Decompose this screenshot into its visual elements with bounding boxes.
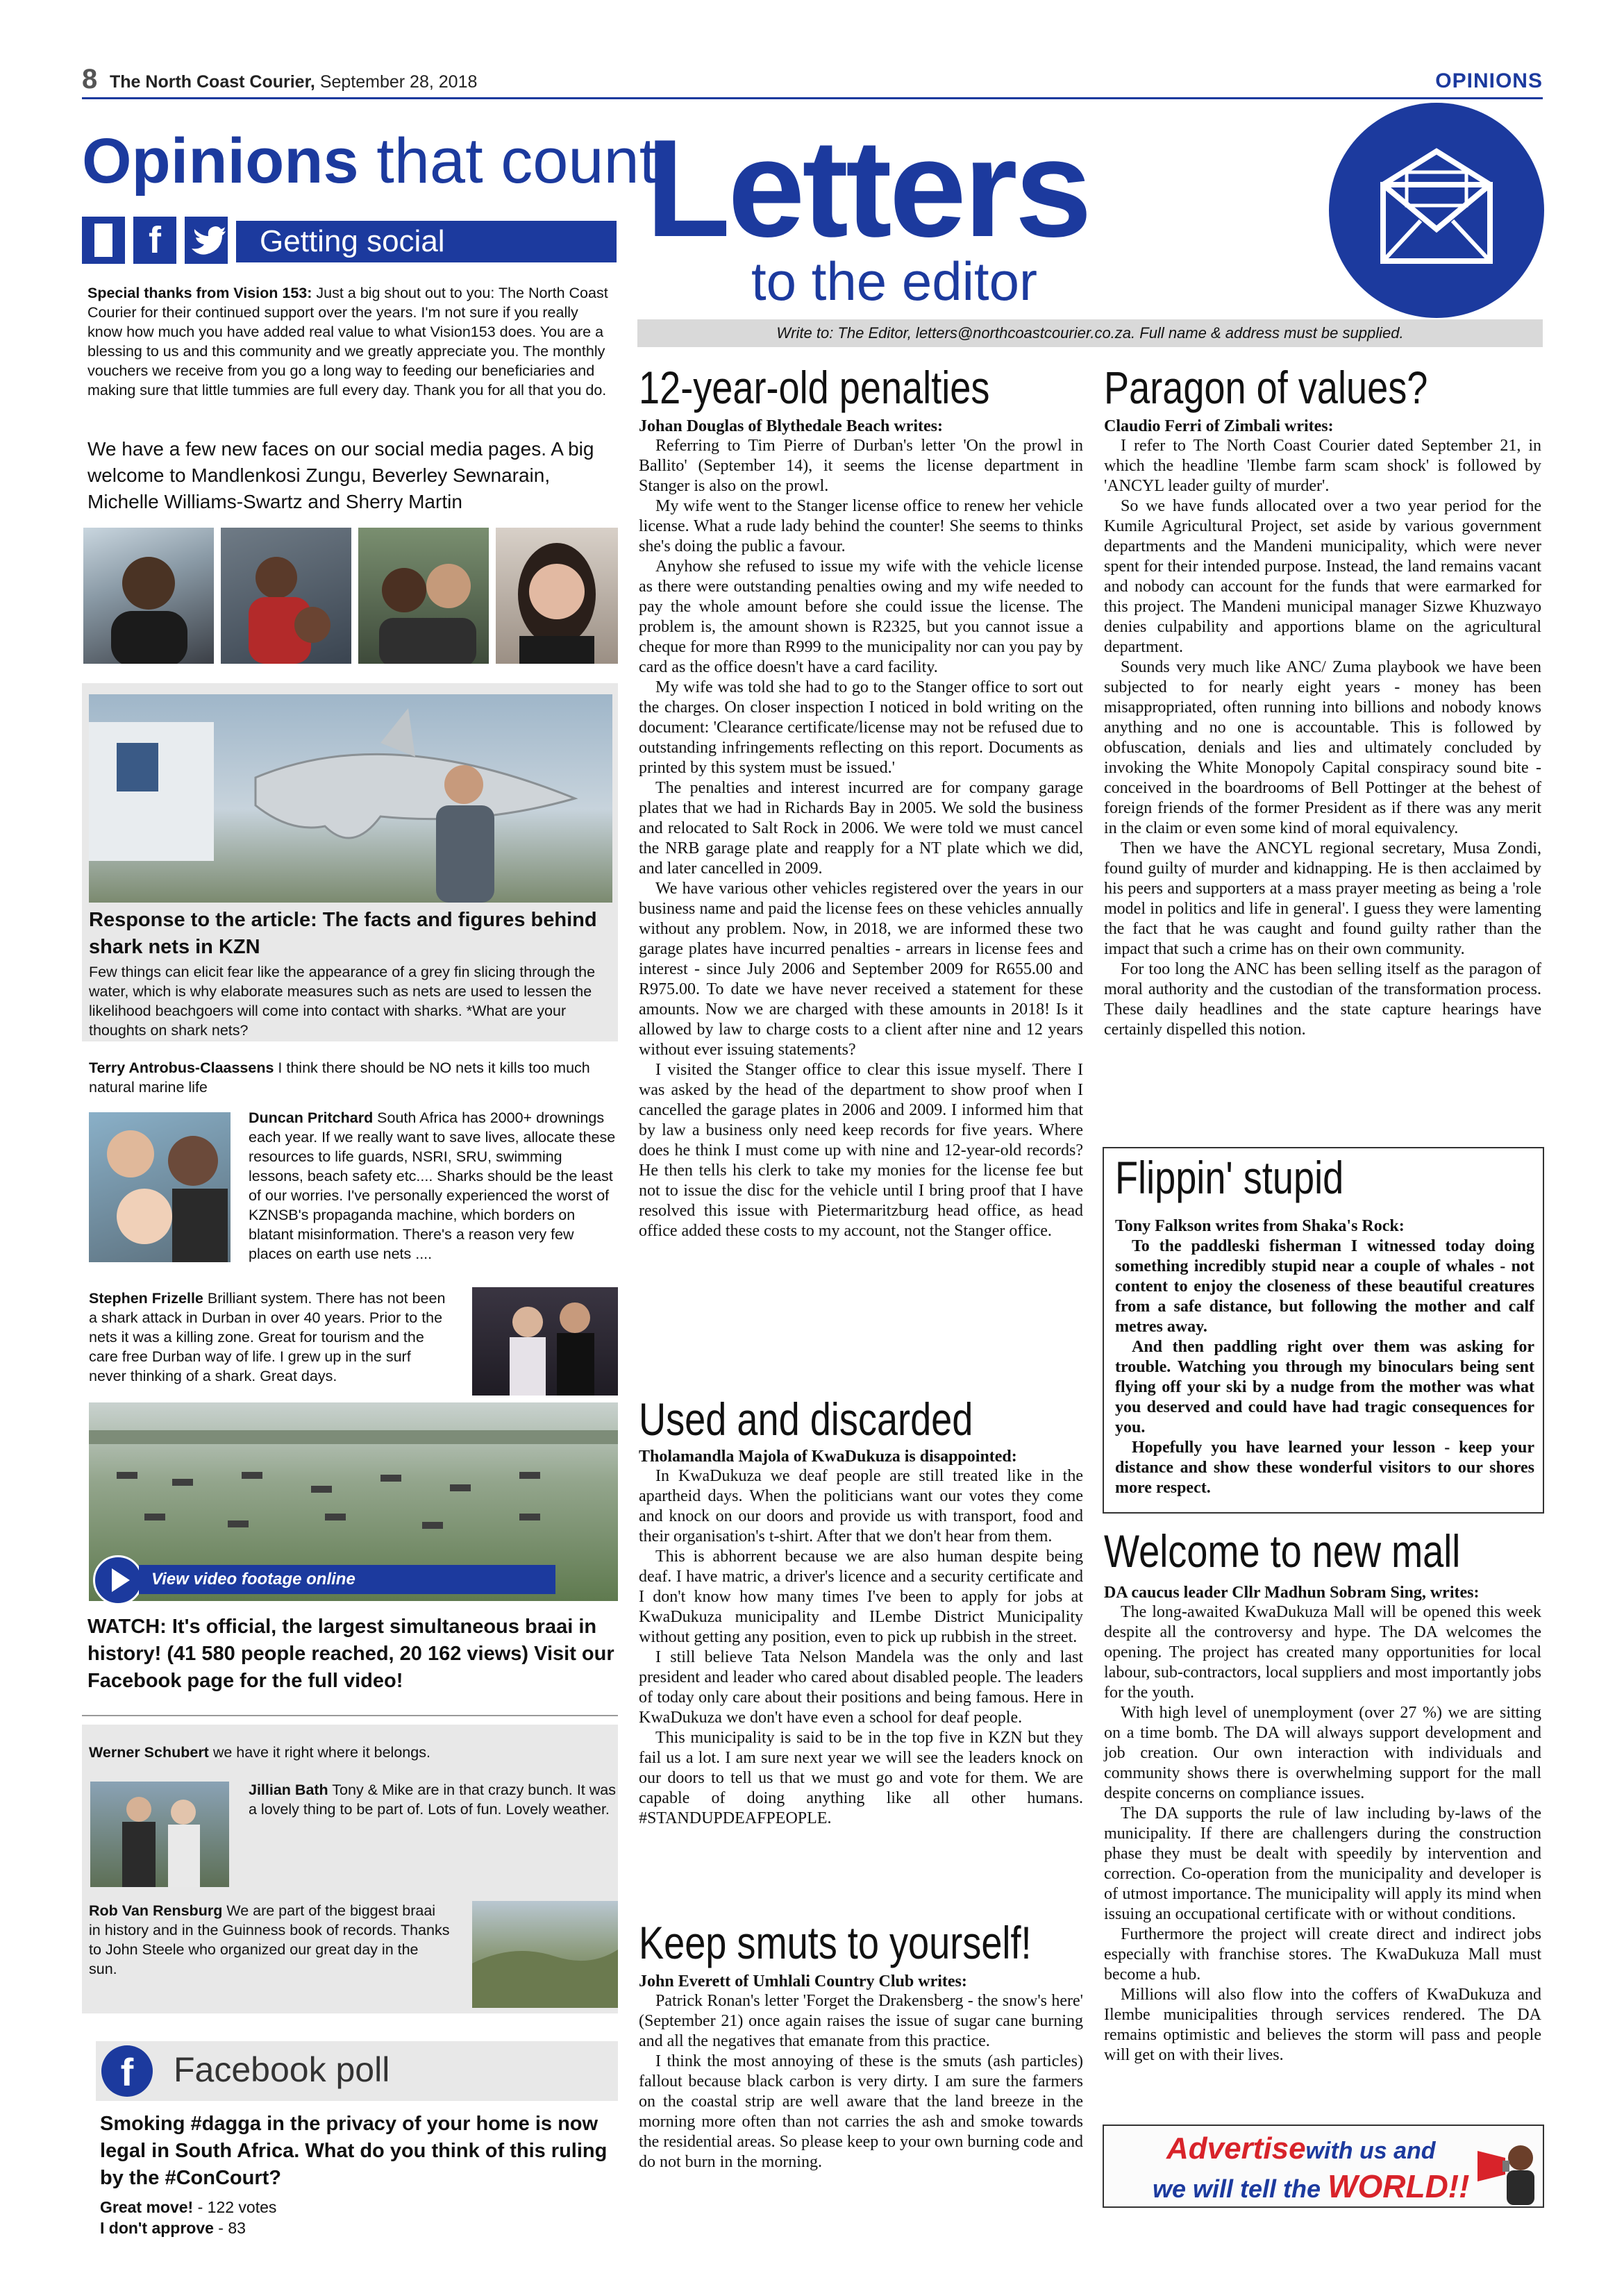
- commenter-jillian: Jillian Bath: [249, 1782, 328, 1798]
- paragraph: Referring to Tim Pierre of Durban's letter 'On the prowl in Ballito' (September 14), it seems the license department in Stanger is also on the prowl.: [639, 437, 1083, 495]
- paragraph: Anyhow she refused to issue my wife with the vehicle license as there were outstanding penalties owing and my wife needed to pay the whole amount before she could issue the license. The problem is, the amount shown is R2325, but you cannot issue a cheque for more than R999 to the municipality nor can you pay by card as the office doesn't have a card facility.: [639, 558, 1083, 676]
- headline-12-year-old-penalties: 12-year-old penalties: [639, 362, 990, 413]
- advertise-banner[interactable]: [1103, 2125, 1544, 2208]
- getting-social-bar: [82, 217, 617, 264]
- comment-rob-text: We are part of the biggest braai in history and in the Guinness book of records. Thanks to John Steele who organized our great day in the sun.: [89, 1902, 450, 1977]
- paragraph: I visited the Stanger office to clear this issue myself. There I was asked by the head of the department to show proof when I cancelled the garage plates in 2006 and 2009. I informed him that by law a business only need keep records for five years. Where does he think I must come up with nine and 12-year-old records? He then tells his clerk to take my monies for the license fee but not to issue the disc for the vehicle until I bring proof that I have resolved this issue with Pietermaritzburg head office, as head office added these costs to my account, not the Stanger office.: [639, 1061, 1083, 1240]
- header-rule: [82, 97, 1543, 99]
- comment-rob: [89, 1901, 450, 1979]
- paragraph: And then paddling right over them was asking for trouble. Watching you through my binoculars being sent flying off your ski by a nudge from the mother was what you deserved and could have had tragic consequences for you.: [1115, 1338, 1534, 1436]
- getting-social-label: Getting social: [236, 221, 617, 262]
- comment-werner: [89, 1743, 617, 1762]
- comment-duncan-text: South Africa has 2000+ drownings each year. If we really want to save lives, allocate these resources to life guards, NSRI, SRU, swimming lessons, beach safety etc.... Sharks should be the least of our worries. I've personally experienced the worst of KZNSB's propaganda machine, which borders on blatant misinformation. There's a reason very few places on earth use nets ....: [249, 1109, 616, 1262]
- poll-option-1: [100, 2197, 276, 2218]
- poll-question: Smoking #dagga in the privacy of your home is now legal in South Africa. What do you think of this ruling by the #ConCourt?: [100, 2113, 608, 2189]
- facebook-icon: f: [133, 217, 176, 264]
- thanks-lead: Special thanks from Vision 153:: [87, 285, 312, 301]
- vision153-thanks: [87, 283, 617, 400]
- poll-option-1-votes: - 122 votes: [193, 2198, 277, 2216]
- paragraph: Millions will also flow into the coffers of KwaDukuza and Ilembe municipalities through services rendered. The DA remains optimistic and believes the storm will pass and people will get on with their lives.: [1104, 1986, 1541, 2064]
- new-faces-text: We have a few new faces on our social media pages. A big welcome to Mandlenkosi Zungu, Beverley Sewnarain, Michelle Williams-Swartz and Sherry Martin: [87, 438, 594, 512]
- new-face-photo-2: [221, 528, 351, 664]
- twitter-icon: [185, 217, 228, 264]
- article-flippin-stupid: [1115, 1237, 1534, 1498]
- new-face-photo-1: [83, 528, 214, 664]
- ad-line-2: [1153, 2168, 1469, 2205]
- facebook-poll-title: Facebook poll: [174, 2050, 390, 2089]
- paragraph: This municipality is said to be in the top five in KZN but they fail us a lot. I am sure next year we will see the leaders knock on our doors to tell us that we must go and vote for them. We are capable of doing anything like all other humans. #STANDUPDEAFPEOPLE.: [639, 1729, 1083, 1827]
- headline-paragon-of-values: Paragon of values?: [1104, 362, 1428, 413]
- commenter-stephen: Stephen Frizelle: [89, 1290, 203, 1307]
- new-face-photo-4: [496, 528, 618, 664]
- headline-flippin-stupid: Flippin' stupid: [1115, 1152, 1344, 1203]
- paper-dateline: [110, 72, 477, 92]
- shark-text: Few things can elicit fear like the appearance of a grey fin slicing through the water, which is why elaborate measures such as nets are used to lessen the likelihood beachgoers will come into contact with sharks. *What are your thoughts on shark nets?: [89, 964, 596, 1039]
- poll-option-2-label: I don't approve: [100, 2219, 214, 2237]
- paragraph: Furthermore the project will create direct and indirect jobs especially with franchise stores. The KwaDukuza Mall must become a hub.: [1104, 1925, 1541, 1984]
- paragraph: The long-awaited KwaDukuza Mall will be opened this week despite all the controversy and hype. The DA welcomes the opening. The project has created many opportunities for local labour, sub-contractors, local suppliers and most importantly jobs for the youth.: [1104, 1603, 1541, 1702]
- article-paragon-of-values: [1104, 436, 1541, 1040]
- article-12-year-old-penalties: [639, 436, 1083, 1241]
- paragraph: Then we have the ANCYL regional secretary, Musa Zondi, found guilty of murder and kidnapping. He is then acclaimed by his peers and supporters at a mass prayer meeting as being a 'role model in politics and life in general'. I guess they were lamenting the fact that he was caught and found guilty rather than the impact that such a crime has on their own community.: [1104, 839, 1541, 958]
- byline-john-everett: John Everett of Umhlali Country Club writes:: [639, 1972, 967, 1991]
- paper-name: The North Coast Courier,: [110, 72, 315, 92]
- paragraph: For too long the ANC has been selling itself as the paragon of moral authority and the custodian of the transformation process. These daily headlines and the state capture hearings have certainly dispelled this notion.: [1104, 960, 1541, 1039]
- duncan-photo: [89, 1112, 231, 1262]
- shark-heading: Response to the article: The facts and figures behind shark nets in KZN: [89, 909, 597, 958]
- headline-keep-smuts: Keep smuts to yourself!: [639, 1917, 1032, 1968]
- paragraph: I refer to The North Coast Courier dated September 21, in which the headline 'Ilembe farm scam shock' is followed by 'ANCYL leader guilty of murder'.: [1104, 437, 1541, 495]
- paragraph: My wife went to the Stanger license office to renew her vehicle license. What a rude lady behind the counter! She seems to thinks she's doing the public a favour.: [639, 497, 1083, 555]
- comment-stephen-text: Brilliant system. There has not been a shark attack in Durban in over 40 years. Prior to the nets it was a killing zone. Great for tourism and the care free Durban way of life. I grew up in the surf never thinking of a shark. Great days.: [89, 1290, 446, 1384]
- poll-option-1-label: Great move!: [100, 2198, 194, 2216]
- page-number: 8: [82, 64, 98, 94]
- issue-date: September 28, 2018: [315, 72, 478, 92]
- commenter-duncan: Duncan Pritchard: [249, 1109, 374, 1126]
- comment-duncan: [249, 1108, 617, 1264]
- comment-jillian-text: Tony & Mike are in that crazy bunch. It was a lovely thing to be part of. Lots of fun. Lovely weather.: [249, 1782, 616, 1818]
- commenter-terry: Terry Antrobus-Claassens: [89, 1059, 274, 1076]
- letters-subtitle: to the editor: [751, 251, 1037, 312]
- letters-title: Letters: [646, 111, 1089, 266]
- opinions-title-light: that count: [358, 126, 658, 196]
- paragraph: Patrick Ronan's letter 'Forget the Drakensberg - the snow's here' (September 21) once again raises the issue of sugar cane burning and all the negatives that emanate from this practice.: [639, 1992, 1083, 2050]
- braai-watch-text: WATCH: It's official, the largest simultaneous braai in history! (41 580 people reached, 20 162 views) Visit our Facebook page for the full video!: [87, 1616, 614, 1692]
- headline-welcome-to-new-mall: Welcome to new mall: [1104, 1525, 1461, 1577]
- facebook-circle-icon: f: [101, 2045, 153, 2097]
- write-to-bar: Write to: The Editor, letters@northcoastcourier.co.za. Full name & address must be supplied.: [637, 319, 1543, 347]
- divider: [82, 1715, 618, 1716]
- shark-photo: [89, 694, 612, 903]
- rob-photo: [472, 1901, 618, 2008]
- envelope-icon: [1329, 103, 1544, 318]
- opinions-title: [82, 125, 657, 198]
- paragraph: The penalties and interest incurred are for company garage plates that we had in Richards Bay in 2005. We sold the business and relocated to Salt Rock in 2006. We were told we must cancel the NRB garage plate and reapply for a NT plate which we did, and later cancelled in 2009.: [639, 779, 1083, 878]
- paragraph: I still believe Tata Nelson Mandela was the only and last president and leader who cared about disabled people. The leaders of today only care about their positions and being famous. Here in KwaDukuza we don't have even a school for deaf people.: [639, 1648, 1083, 1727]
- new-face-photo-3: [358, 528, 489, 664]
- byline-johan-douglas: Johan Douglas of Blythedale Beach writes:: [639, 417, 943, 435]
- byline-claudio-ferri: Claudio Ferri of Zimbali writes:: [1104, 417, 1334, 435]
- byline-tholamandla-majola: Tholamandla Majola of KwaDukuza is disappointed:: [639, 1448, 1017, 1466]
- opinions-title-bold: Opinions: [82, 126, 359, 196]
- paragraph: We have various other vehicles registered over the years in our business name and paid the license fees on these vehicles annually without any problem. Now, in 2018, we are informed these two garage plates have incurred penalties - arrears in license fees and interest - since July 2006 and September 2009 for R655.00 and R975.00. To date we have never received a statement for these amounts. Now we are charged with these amounts in 2018! Is it allowed by law to charge costs to a client after nine and 12 years without ever issuing statements?: [639, 880, 1083, 1059]
- paragraph: The DA supports the rule of law including by-laws of the municipality. If there are challengers during the construction phase they must be dealt with speedily by intervention and correction. Co-operation from the municipality and developer is of utmost importance. The municipality will apply its mind when issuing an occupational certificate with or without conditions.: [1104, 1804, 1541, 1923]
- paragraph: Sounds very much like ANC/ Zuma playbook we have been subjected to for nearly eight years - money has been misappropriated, often running into billions and nobody knows anything and no one is accountable. This is followed by obfuscation, denials and lies and ultimately concluded by invoking the White Monopoly Capital conspiracy sound bite - conceived in the boardrooms of Bell Pottinger at the behest of foreign friends of the former President as if there was any merit in the claim or even some kind of moral equivalency.: [1104, 658, 1541, 837]
- ad-with-us: with us and: [1305, 2138, 1436, 2164]
- article-keep-smuts: [639, 1991, 1083, 2172]
- byline-madhun-sobram-sing: DA caucus leader Cllr Madhun Sobram Sing, writes:: [1104, 1584, 1480, 1602]
- byline-tony-falkson: Tony Falkson writes from Shaka's Rock:: [1115, 1217, 1405, 1235]
- comment-terry: [89, 1058, 617, 1097]
- jillian-photo: [90, 1782, 229, 1887]
- paragraph: My wife was told she had to go to the Stanger office to sort out the charges. On closer inspection I noticed in bold writing on the document: 'Clearance certificate/license may not be refused due to outstanding infringements reflecting on this report. Documents as printed by this system must be issued.': [639, 678, 1083, 777]
- section-label: OPINIONS: [1435, 69, 1543, 92]
- paragraph: In KwaDukuza we deaf people are still treated like in the apartheid days. When the politicians want our votes they come and knock on our doors and provide us with transport, food and their organisation's t-shirt. After that we don't hear from them.: [639, 1467, 1083, 1545]
- paragraph: With high level of unemployment (over 27 %) we are sitting on a time bomb. The DA will always support development and job creation. Our own interaction with individuals and community shows there is overwhelming support for the mall despite concerns on compliance issues.: [1104, 1704, 1541, 1802]
- ad-line-1: [1166, 2131, 1436, 2166]
- stephen-photo: [472, 1287, 618, 1396]
- paragraph: To the paddleski fisherman I witnessed today doing something incredibly stupid near a couple of whales - not content to enjoy the closeness of these beautiful creatures from a safe distance, but following the mother and calf metres away.: [1115, 1237, 1534, 1336]
- video-footage-link[interactable]: View video footage online www.northcoastcourier.co.za: [139, 1565, 555, 1594]
- article-used-and-discarded: [639, 1466, 1083, 1829]
- commenter-rob: Rob Van Rensburg: [89, 1902, 223, 1919]
- ad-world: WORLD!!: [1328, 2168, 1470, 2204]
- comment-jillian: [249, 1780, 617, 1819]
- article-welcome-to-new-mall: [1104, 1602, 1541, 2065]
- comment-werner-text: we have it right where it belongs.: [208, 1744, 430, 1761]
- paragraph: I think the most annoying of these is the smuts (ash particles) fallout because black carbon is very dirty. I am sure the farmers on the coastal strip are well aware that the land breeze in the morning more often than not carries the ash and smoke towards the residential areas. So please keep to your own burning code and do not burn in the morning.: [639, 2052, 1083, 2171]
- thanks-text: Just a big shout out to you: The North Coast Courier for their continued support over the years. I'm not sure if you really know how much you have added real value to what Vision153 does. You are a blessing to us and this community and we greatly appreciate you. The monthly vouchers we receive from you go a long way to feeding our beneficiaries and making sure that little tummies are full every day. Thank you for all that you do.: [87, 285, 608, 399]
- headline-used-and-discarded: Used and discarded: [639, 1393, 973, 1445]
- megaphone-icon: [1472, 2130, 1541, 2205]
- poll-option-2: [100, 2218, 246, 2238]
- comment-terry-text: I think there should be NO nets it kills too much natural marine life: [89, 1059, 590, 1096]
- instagram-icon: [82, 217, 125, 264]
- play-icon[interactable]: [93, 1555, 143, 1605]
- commenter-werner: Werner Schubert: [89, 1744, 209, 1761]
- paragraph: This is abhorrent because we are also human despite being deaf. I have matric, a driver's licence and a security certificate and I don't know how many times I've been to apply for jobs at KwaDukuza municipality and ILembe District Municipality without getting any position, even to pick up rubbish in the street.: [639, 1548, 1083, 1646]
- comment-stephen: [89, 1289, 450, 1386]
- paragraph: So we have funds allocated over a two year period for the Kumile Agricultural Project, set aside by various government departments and the Mandeni municipality, which were never spent for their intended purpose. Instead, the land remains vacant and nobody can account for the funds that were earmarked for this project. The Mandeni municipal manager Sizwe Khuzwayo denies culpability and apportions blame on the agricultural department.: [1104, 497, 1541, 656]
- paragraph: Hopefully you have learned your lesson - keep your distance and show these wonderful visitors to our shores more respect.: [1115, 1439, 1534, 1497]
- poll-option-2-votes: - 83: [213, 2219, 246, 2237]
- ad-we-will-tell: we will tell the: [1153, 2175, 1328, 2203]
- ad-advertise: Advertise: [1166, 2131, 1306, 2165]
